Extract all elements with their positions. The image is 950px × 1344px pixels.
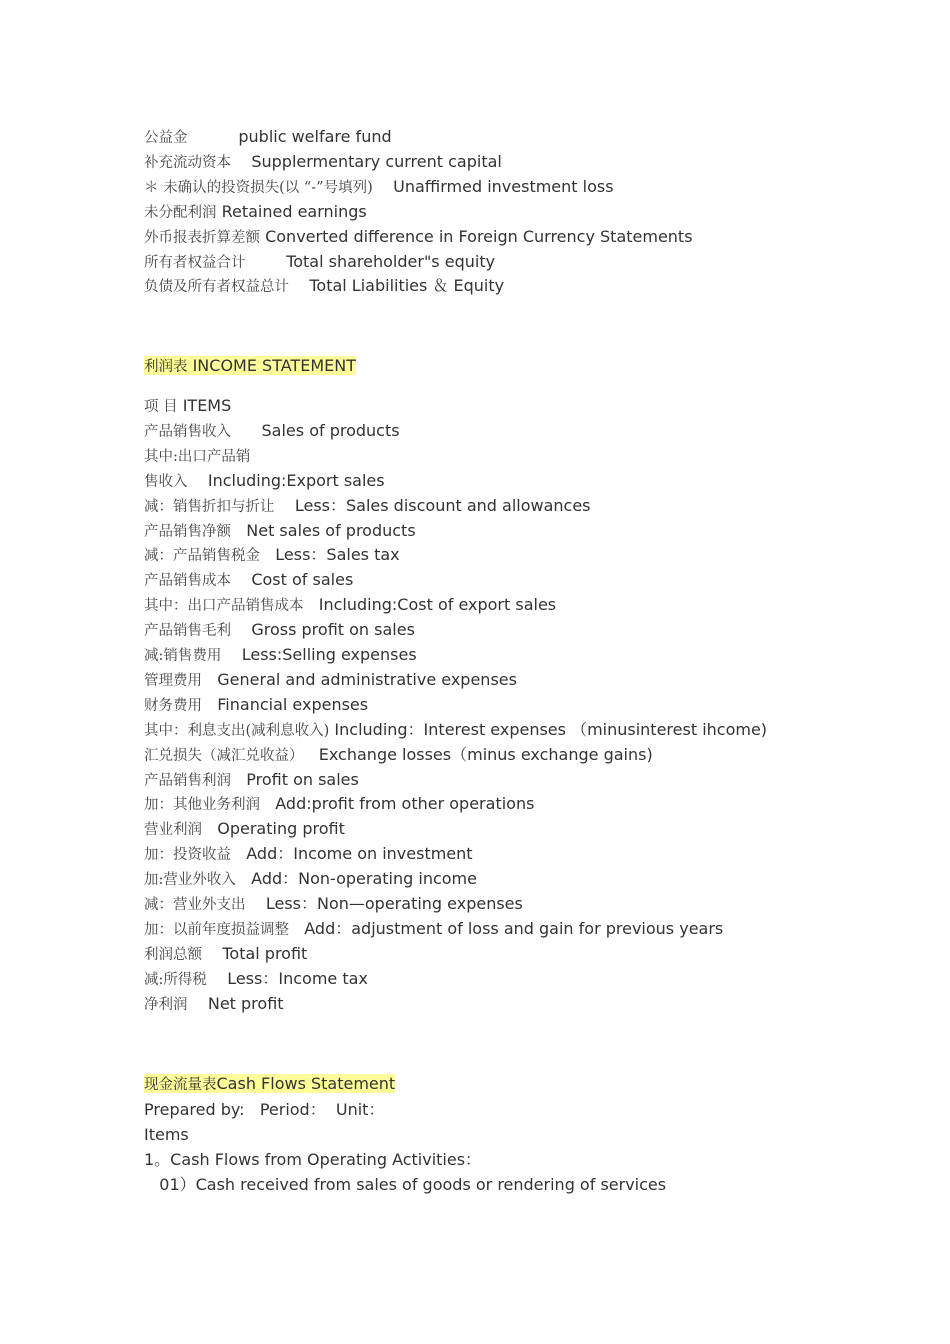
english-term: Including:Export sales bbox=[187, 470, 385, 490]
chinese-term: 负债及所有者权益总计 bbox=[144, 279, 289, 296]
chinese-term: 加：其他业务利润 bbox=[144, 797, 260, 814]
chinese-term: 产品销售成本 bbox=[144, 573, 231, 590]
chinese-term: 项 目 bbox=[144, 399, 178, 415]
english-term: Supplermentary current capital bbox=[231, 151, 502, 171]
english-term: Less：Income tax bbox=[206, 968, 368, 988]
english-term: Add：Non-operating income bbox=[235, 869, 477, 889]
chinese-term: 减：销售折扣与折让 bbox=[144, 498, 275, 515]
chinese-term: 加：以前年度损益调整 bbox=[144, 921, 289, 938]
english-term: Including：Interest expenses （minusinterest ihcome) bbox=[329, 719, 768, 739]
balance-sheet-line bbox=[144, 201, 367, 223]
chinese-term: 未分配利润 bbox=[144, 204, 217, 221]
income-statement-line bbox=[144, 544, 400, 566]
chinese-term: 减:销售费用 bbox=[144, 648, 222, 664]
chinese-term: 其中:出口产品销 bbox=[144, 448, 251, 465]
english-term: Financial expenses bbox=[202, 694, 369, 714]
income-statement-line bbox=[144, 445, 250, 467]
chinese-term: 所有者权益合计 bbox=[144, 254, 246, 271]
english-term: Operating profit bbox=[202, 819, 345, 839]
income-statement-line bbox=[144, 719, 767, 741]
english-term: Cash Flows Statement bbox=[216, 1074, 396, 1093]
cash-flow-line: Items bbox=[144, 1124, 189, 1144]
english-term: General and administrative expenses bbox=[202, 669, 517, 689]
cash-flow-line: Prepared by: Period： Unit： bbox=[144, 1100, 385, 1119]
chinese-term: 汇兑损失（减汇兑收益） bbox=[144, 747, 304, 764]
cash-flow-line: 01）Cash received from sales of goods or rendering of services bbox=[144, 1174, 667, 1194]
english-term: Net profit bbox=[187, 993, 284, 1013]
highlight bbox=[144, 356, 356, 375]
chinese-term: ＊ 未确认的投资损失(以 “-”号填列) bbox=[144, 179, 373, 196]
english-term: public welfare fund bbox=[187, 127, 392, 146]
english-term: Unaffirmed investment loss bbox=[372, 176, 614, 196]
chinese-term: 产品销售毛利 bbox=[144, 623, 231, 640]
chinese-term: 财务费用 bbox=[144, 697, 202, 714]
english-term: Sales of products bbox=[231, 420, 400, 440]
chinese-term: 公益金 bbox=[144, 130, 188, 146]
english-term: Profit on sales bbox=[231, 769, 359, 789]
income-statement-line bbox=[144, 619, 415, 641]
balance-sheet-line bbox=[144, 251, 495, 273]
cash-flow-line: 1。Cash Flows from Operating Activities： bbox=[144, 1149, 482, 1169]
income-statement-line bbox=[144, 569, 353, 591]
chinese-term: 其中：利息支出(减利息收入) bbox=[144, 722, 330, 739]
chinese-term: 管理费用 bbox=[144, 672, 202, 689]
chinese-term: 产品销售净额 bbox=[144, 523, 231, 540]
english-term: Add：adjustment of loss and gain for previous years bbox=[289, 918, 724, 938]
english-term: Cost of sales bbox=[231, 570, 354, 590]
balance-sheet-line bbox=[144, 176, 614, 198]
income-statement-line bbox=[144, 395, 231, 417]
english-term: Less：Non—operating expenses bbox=[245, 894, 523, 913]
english-term: Add：Income on investment bbox=[231, 844, 473, 864]
income-statement-line bbox=[144, 520, 416, 542]
income-statement-line bbox=[144, 744, 653, 766]
income-statement-line bbox=[144, 868, 477, 890]
chinese-term: 加:营业外收入 bbox=[144, 872, 236, 889]
chinese-term: 营业利润 bbox=[144, 822, 202, 839]
chinese-term: 利润表 bbox=[144, 359, 188, 375]
income-statement-line bbox=[144, 968, 368, 990]
english-term: Net sales of products bbox=[231, 520, 416, 540]
balance-sheet-line bbox=[144, 226, 693, 248]
income-statement-line bbox=[144, 594, 556, 616]
chinese-term: 外币报表折算差额 bbox=[144, 229, 260, 246]
cash-flow-heading bbox=[144, 1073, 395, 1095]
english-term: Gross profit on sales bbox=[231, 620, 415, 640]
income-statement-line bbox=[144, 420, 400, 442]
chinese-term: 加：投资收益 bbox=[144, 847, 231, 864]
income-statement-line bbox=[144, 694, 368, 716]
chinese-term: 净利润 bbox=[144, 996, 188, 1013]
income-statement-line bbox=[144, 993, 284, 1015]
income-statement-line bbox=[144, 893, 523, 915]
chinese-term: 现金流量表 bbox=[144, 1077, 217, 1093]
chinese-term: 售收入 bbox=[144, 473, 188, 490]
english-term: Including:Cost of export sales bbox=[303, 595, 557, 615]
english-term: Retained earnings bbox=[216, 201, 367, 221]
income-statement-line bbox=[144, 793, 534, 815]
chinese-term: 减：营业外支出 bbox=[144, 897, 246, 913]
income-statement-line bbox=[144, 843, 473, 865]
balance-sheet-line bbox=[144, 126, 392, 148]
english-term: Add:profit from other operations bbox=[260, 794, 535, 814]
income-statement-line bbox=[144, 918, 723, 940]
english-term: Converted difference in Foreign Currency Statements bbox=[260, 226, 693, 246]
income-statement-line bbox=[144, 769, 359, 791]
english-term: Less:Selling expenses bbox=[221, 645, 417, 664]
chinese-term: 减:所得税 bbox=[144, 971, 207, 988]
balance-sheet-line bbox=[144, 151, 502, 173]
chinese-term: 减：产品销售税金 bbox=[144, 548, 260, 565]
income-statement-line bbox=[144, 818, 345, 840]
english-term: ITEMS bbox=[177, 396, 232, 415]
income-statement-line bbox=[144, 943, 307, 965]
english-term: INCOME STATEMENT bbox=[187, 356, 356, 375]
income-statement-heading bbox=[144, 355, 356, 377]
chinese-term: 产品销售收入 bbox=[144, 423, 231, 440]
highlight bbox=[144, 1074, 395, 1093]
income-statement-line bbox=[144, 669, 517, 691]
english-term: Exchange losses（minus exchange gains) bbox=[303, 744, 653, 764]
english-term: Total shareholder"s equity bbox=[245, 251, 496, 271]
english-term: Less：Sales discount and allowances bbox=[274, 495, 591, 515]
balance-sheet-line bbox=[144, 275, 504, 297]
income-statement-line bbox=[144, 495, 591, 517]
chinese-term: 利润总额 bbox=[144, 946, 202, 963]
english-term: Less：Sales tax bbox=[260, 545, 400, 565]
chinese-term: 产品销售利润 bbox=[144, 772, 231, 789]
chinese-term: 其中：出口产品销售成本 bbox=[144, 598, 304, 615]
income-statement-line bbox=[144, 470, 385, 492]
income-statement-line bbox=[144, 644, 417, 666]
chinese-term: 补充流动资本 bbox=[144, 154, 231, 171]
english-term: Total Liabilities ＆ Equity bbox=[289, 276, 505, 296]
english-term: Total profit bbox=[202, 943, 308, 963]
